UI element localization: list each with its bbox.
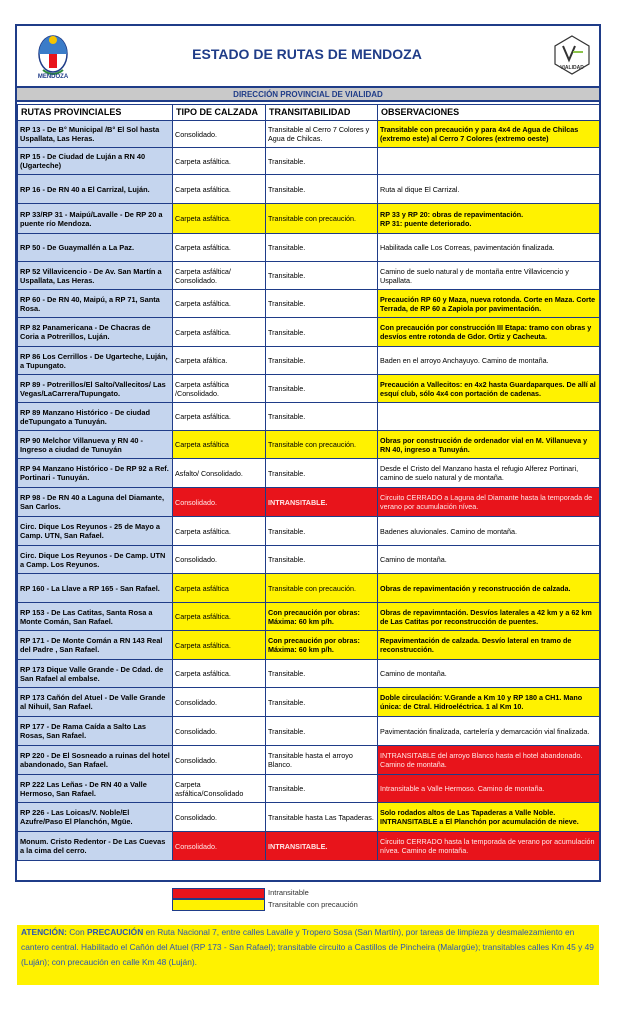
table-row bbox=[18, 488, 600, 517]
transitabilidad-cell: Transitable. bbox=[266, 660, 378, 688]
legend-yellow-label: Transitable con precaución bbox=[268, 900, 358, 909]
observaciones-cell: Solo rodados altos de Las Tapaderas a Valle Noble. INTRANSITABLE a El Planchón por acumulación de nieve. bbox=[378, 803, 600, 832]
vialidad-logo-icon bbox=[553, 34, 591, 76]
calzada-cell: Asfalto/ Consolidado. bbox=[173, 459, 266, 488]
calzada-cell: Consolidado. bbox=[173, 832, 266, 861]
transitabilidad-cell: Transitable al Cerro 7 Colores y Agua de Chilcas. bbox=[266, 121, 378, 148]
calzada-cell: Consolidado. bbox=[173, 688, 266, 717]
calzada-cell: Carpeta asfáltica. bbox=[173, 204, 266, 234]
transitabilidad-cell: Transitable. bbox=[266, 262, 378, 290]
calzada-cell: Carpeta asfáltica bbox=[173, 574, 266, 603]
route-cell: RP 16 - De RN 40 a El Carrizal, Luján. bbox=[18, 175, 173, 204]
transitabilidad-cell: Transitable. bbox=[266, 347, 378, 375]
logo-left-label: MENDOZA bbox=[37, 74, 69, 80]
table-row bbox=[18, 347, 600, 375]
route-cell: RP 94 Manzano Histórico - De RP 92 a Ref. Portinari - Tunuyán. bbox=[18, 459, 173, 488]
table-row bbox=[18, 660, 600, 688]
calzada-cell: Consolidado. bbox=[173, 746, 266, 775]
calzada-cell: Carpeta asfáltica. bbox=[173, 631, 266, 660]
route-cell: Monum. Cristo Redentor - De Las Cuevas a la cima del cerro. bbox=[18, 832, 173, 861]
observaciones-cell: Intransitable a Valle Hermoso. Camino de montaña. bbox=[378, 775, 600, 803]
calzada-cell: Carpeta asfáltica bbox=[173, 431, 266, 459]
table-row bbox=[18, 746, 600, 775]
table-row bbox=[18, 318, 600, 347]
transitabilidad-cell: Transitable con precaución. bbox=[266, 431, 378, 459]
observaciones-cell: Circuito CERRADO a Laguna del Diamante hasta la temporada de verano por acumulación nívea. bbox=[378, 488, 600, 517]
calzada-cell: Carpeta asfáltica/ Consolidado. bbox=[173, 262, 266, 290]
subheader: DIRECCIÓN PROVINCIAL DE VIALIDAD bbox=[17, 86, 599, 102]
calzada-cell: Consolidado. bbox=[173, 488, 266, 517]
observaciones-cell: Con precaución por construcción III Etapa: tramo con obras y desvíos entre rotonda de Gdor. Ortiz y Cacheuta. bbox=[378, 318, 600, 347]
calzada-cell: Carpeta asfáltica. bbox=[173, 234, 266, 262]
route-cell: RP 90 Melchor Villanueva y RN 40 - Ingreso a ciudad de Tunuyán bbox=[18, 431, 173, 459]
page-title: ESTADO DE RUTAS DE MENDOZA bbox=[192, 46, 422, 62]
observaciones-cell: RP 33 y RP 20: obras de repavimentación. RP 31: puente deteriorado. bbox=[378, 204, 600, 234]
transitabilidad-cell: Transitable. bbox=[266, 318, 378, 347]
observaciones-cell: Camino de montaña. bbox=[378, 660, 600, 688]
table-row bbox=[18, 574, 600, 603]
legend-yellow-swatch bbox=[172, 899, 265, 911]
transitabilidad-cell: Transitable hasta Las Tapaderas. bbox=[266, 803, 378, 832]
transitabilidad-cell: Transitable. bbox=[266, 517, 378, 546]
transitabilidad-cell: Transitable. bbox=[266, 375, 378, 403]
transitabilidad-cell: Transitable. bbox=[266, 459, 378, 488]
calzada-cell: Carpeta afáltica. bbox=[173, 347, 266, 375]
legend-red-label: Intransitable bbox=[268, 888, 309, 897]
transitabilidad-cell: Con precaución por obras: Máxima: 60 km p/h. bbox=[266, 631, 378, 660]
table-row bbox=[18, 375, 600, 403]
table-row bbox=[18, 803, 600, 832]
observaciones-cell: Badenes aluvionales. Camino de montaña. bbox=[378, 517, 600, 546]
table-row bbox=[18, 204, 600, 234]
calzada-cell: Carpeta asfáltica. bbox=[173, 517, 266, 546]
transitabilidad-cell: Transitable con precaución. bbox=[266, 574, 378, 603]
table-row bbox=[18, 148, 600, 175]
route-cell: Circ. Dique Los Reyunos - De Camp. UTN a Camp. Los Reyunos. bbox=[18, 546, 173, 574]
observaciones-cell: Pavimentación finalizada, cartelería y demarcación vial finalizada. bbox=[378, 717, 600, 746]
transitabilidad-cell: Transitable. bbox=[266, 403, 378, 431]
calzada-cell: Carpeta asfáltica. bbox=[173, 175, 266, 204]
transitabilidad-cell: Transitable. bbox=[266, 234, 378, 262]
table-row bbox=[18, 431, 600, 459]
observaciones-cell bbox=[378, 403, 600, 431]
route-cell: RP 82 Panamericana - De Chacras de Coria a Potrerillos, Luján. bbox=[18, 318, 173, 347]
transitabilidad-cell: INTRANSITABLE. bbox=[266, 832, 378, 861]
route-cell: RP 98 - De RN 40 a Laguna del Diamante, San Carlos. bbox=[18, 488, 173, 517]
notice-con: Con bbox=[66, 927, 87, 937]
notice-text: en Ruta Nacional 7, entre calles Lavalle y Tropero Sosa (San Martín), por tareas de limpieza y desmalezamiento en cantero central. Habilitado el Cañón del Atuel (RP 173 - San Rafael); transitable circuito a Castillos de Pincheira (Malargüe); transitables calles Km 45 y 49 (Luján); con precaución en calle Km 48 (Luján). bbox=[21, 927, 594, 967]
route-cell: RP 89 - Potrerillos/El Salto/Vallecitos/ Las Vegas/LaCarrera/Tupungato. bbox=[18, 375, 173, 403]
table-body bbox=[18, 121, 600, 861]
route-cell: Circ. Dique Los Reyunos - 25 de Mayo a Camp. UTN, San Rafael. bbox=[18, 517, 173, 546]
table-row bbox=[18, 403, 600, 431]
calzada-cell: Carpeta asfáltica. bbox=[173, 318, 266, 347]
transitabilidad-cell: Transitable. bbox=[266, 546, 378, 574]
table-row bbox=[18, 290, 600, 318]
calzada-cell: Carpeta asfáltica. bbox=[173, 660, 266, 688]
route-cell: RP 171 - De Monte Comán a RN 143 Real del Padre , San Rafael. bbox=[18, 631, 173, 660]
route-cell: RP 89 Manzano Histórico - De ciudad deTupungato a Tunuyán. bbox=[18, 403, 173, 431]
column-header-transitabilidad: TRANSITABILIDAD bbox=[266, 105, 378, 121]
route-cell: RP 52 Villavicencio - De Av. San Martín a Uspallata, Las Heras. bbox=[18, 262, 173, 290]
route-cell: RP 220 - De El Sosneado a ruinas del hotel abandonado, San Rafael. bbox=[18, 746, 173, 775]
calzada-cell: Carpeta asfáltica. bbox=[173, 403, 266, 431]
table-header-row bbox=[18, 105, 600, 121]
observaciones-cell: Obras por construcción de ordenador vial en M. Villanueva y RN 40, ingreso a Tunuyán. bbox=[378, 431, 600, 459]
route-cell: RP 50 - De Guaymallén a La Paz. bbox=[18, 234, 173, 262]
table-row bbox=[18, 517, 600, 546]
observaciones-cell bbox=[378, 148, 600, 175]
route-cell: RP 173 Dique Valle Grande - De Cdad. de San Rafael al embalse. bbox=[18, 660, 173, 688]
calzada-cell: Carpeta asfáltica. bbox=[173, 148, 266, 175]
table-row bbox=[18, 234, 600, 262]
legend-red-swatch bbox=[172, 888, 265, 899]
table-row bbox=[18, 603, 600, 631]
table-row bbox=[18, 546, 600, 574]
calzada-cell: Carpeta asfáltica /Consolidado. bbox=[173, 375, 266, 403]
route-cell: RP 226 - Las Loicas/V. Noble/El Azufre/Paso El Planchón, Mgüe. bbox=[18, 803, 173, 832]
observaciones-cell: Circuito CERRADO hasta la temporada de verano por acumulación nívea. Camino de montaña. bbox=[378, 832, 600, 861]
route-cell: RP 153 - De Las Catitas, Santa Rosa a Monte Comán, San Rafael. bbox=[18, 603, 173, 631]
transitabilidad-cell: Transitable. bbox=[266, 148, 378, 175]
table-row bbox=[18, 775, 600, 803]
transitabilidad-cell: Transitable con precaución. bbox=[266, 204, 378, 234]
calzada-cell: Consolidado. bbox=[173, 803, 266, 832]
table-row bbox=[18, 121, 600, 148]
table-row bbox=[18, 631, 600, 660]
observaciones-cell: Ruta al dique El Carrizal. bbox=[378, 175, 600, 204]
column-header-observaciones: OBSERVACIONES bbox=[378, 105, 600, 121]
header bbox=[17, 26, 599, 86]
table-row bbox=[18, 688, 600, 717]
mendoza-coat-of-arms-icon bbox=[35, 32, 71, 80]
observaciones-cell: Baden en el arroyo Anchayuyo. Camino de montaña. bbox=[378, 347, 600, 375]
observaciones-cell: Obras de repavimntación. Desvíos laterales a 42 km y a 62 km de Las Catitas por reconstrucción de puentes. bbox=[378, 603, 600, 631]
route-cell: RP 177 - De Rama Caída a Salto Las Rosas, San Rafael. bbox=[18, 717, 173, 746]
column-header-routes: RUTAS PROVINCIALES bbox=[18, 105, 173, 121]
notice-box bbox=[17, 925, 599, 985]
calzada-cell: Consolidado. bbox=[173, 546, 266, 574]
observaciones-cell: Habilitada calle Los Correas, pavimentación finalizada. bbox=[378, 234, 600, 262]
observaciones-cell: Camino de montaña. bbox=[378, 546, 600, 574]
transitabilidad-cell: Transitable. bbox=[266, 175, 378, 204]
observaciones-cell: Transitable con precaución y para 4x4 de Agua de Chilcas (extremo este) al Cerro 7 Colores (extremo oeste) bbox=[378, 121, 600, 148]
transitabilidad-cell: Transitable. bbox=[266, 775, 378, 803]
observaciones-cell: Precaución RP 60 y Maza, nueva rotonda. Corte en Maza. Corte Terrada, de RP 60 a Zapiola por pavimentación. bbox=[378, 290, 600, 318]
observaciones-cell: Desde el Cristo del Manzano hasta el refugio Alferez Portinari, camino de suelo natural y de montaña. bbox=[378, 459, 600, 488]
transitabilidad-cell: Transitable. bbox=[266, 290, 378, 318]
calzada-cell: Consolidado. bbox=[173, 717, 266, 746]
route-cell: RP 160 - La Llave a RP 165 - San Rafael. bbox=[18, 574, 173, 603]
route-cell: RP 222 Las Leñas - De RN 40 a Valle Hermoso, San Rafael. bbox=[18, 775, 173, 803]
observaciones-cell: Doble circulación: V.Grande a Km 10 y RP 180 a CH1. Mano única: de Ctral. Hidroeléctrica. 1 al Km 10. bbox=[378, 688, 600, 717]
route-cell: RP 86 Los Cerrillos - De Ugarteche, Luján, a Tupungato. bbox=[18, 347, 173, 375]
table-row bbox=[18, 717, 600, 746]
transitabilidad-cell: Con precaución por obras: Máxima: 60 km p/h. bbox=[266, 603, 378, 631]
route-cell: RP 33/RP 31 - Maipú/Lavalle - De RP 20 a puente río Mendoza. bbox=[18, 204, 173, 234]
column-header-calzada: TIPO DE CALZADA bbox=[173, 105, 266, 121]
route-cell: RP 13 - De B° Municipal /B° El Sol hasta Uspallata, Las Heras. bbox=[18, 121, 173, 148]
table-row bbox=[18, 832, 600, 861]
logo-right-label: VIALIDAD bbox=[560, 65, 584, 71]
table-row bbox=[18, 459, 600, 488]
transitabilidad-cell: Transitable. bbox=[266, 717, 378, 746]
notice-precaucion: PRECAUCIÓN bbox=[86, 927, 144, 937]
calzada-cell: Carpeta asfáltica. bbox=[173, 290, 266, 318]
transitabilidad-cell: INTRANSITABLE. bbox=[266, 488, 378, 517]
routes-table bbox=[17, 104, 600, 861]
table-row bbox=[18, 175, 600, 204]
route-cell: RP 15 - De Ciudad de Luján a RN 40 (Ugarteche) bbox=[18, 148, 173, 175]
route-cell: RP 60 - De RN 40, Maipú, a RP 71, Santa Rosa. bbox=[18, 290, 173, 318]
transitabilidad-cell: Transitable. bbox=[266, 688, 378, 717]
observaciones-cell: Obras de repavimentación y reconstrucción de calzada. bbox=[378, 574, 600, 603]
observaciones-cell: Camino de suelo natural y de montaña entre Villavicencio y Uspallata. bbox=[378, 262, 600, 290]
calzada-cell: Carpeta asfáltica. bbox=[173, 603, 266, 631]
route-cell: RP 173 Cañón del Atuel - De Valle Grande al Nihuil, San Rafael. bbox=[18, 688, 173, 717]
calzada-cell: Consolidado. bbox=[173, 121, 266, 148]
transitabilidad-cell: Transitable hasta el arroyo Blanco. bbox=[266, 746, 378, 775]
notice-atencion: ATENCIÓN: bbox=[21, 927, 67, 937]
calzada-cell: Carpeta asfáltica/Consolidado bbox=[173, 775, 266, 803]
table-row bbox=[18, 262, 600, 290]
observaciones-cell: Precaución a Vallecitos: en 4x2 hasta Guardaparques. De allí al esquí club, sólo 4x4 con portación de cadenas. bbox=[378, 375, 600, 403]
observaciones-cell: INTRANSITABLE del arroyo Blanco hasta el hotel abandonado. Camino de montaña. bbox=[378, 746, 600, 775]
observaciones-cell: Repavimentación de calzada. Desvío lateral en tramo de reconstrucción. bbox=[378, 631, 600, 660]
